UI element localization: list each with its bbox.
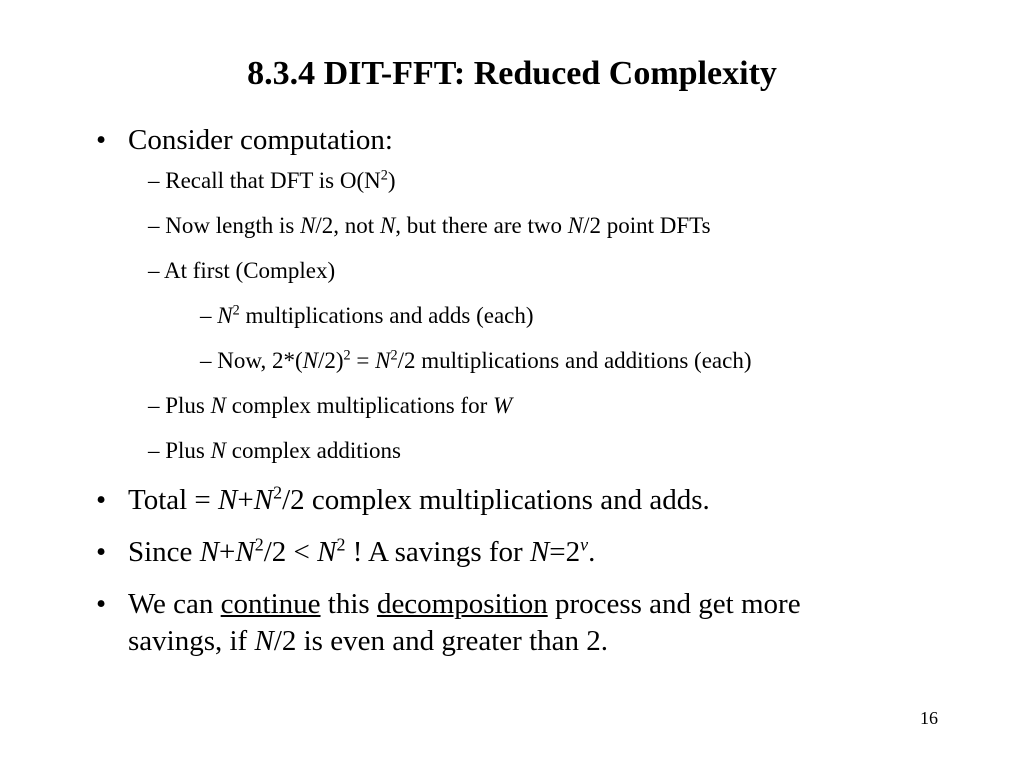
var-v: v xyxy=(580,534,589,555)
text-part: process and get more xyxy=(547,588,801,620)
text-part: – Plus xyxy=(148,393,211,418)
superscript: 2 xyxy=(390,347,398,364)
var-n: N xyxy=(254,625,274,657)
text-part: complex additions xyxy=(225,438,402,463)
subsubbullet-n-squared xyxy=(96,301,956,331)
subbullet-plus-n-add xyxy=(96,436,956,466)
text-part: /2 is even and greater than 2. xyxy=(273,625,608,657)
text-part: – Now length is xyxy=(148,213,301,238)
text-part: savings, if xyxy=(128,625,255,657)
underlined-word: continue xyxy=(220,588,321,620)
text-part: this xyxy=(320,588,377,620)
text-part: Since xyxy=(128,536,200,568)
var-n: N xyxy=(210,438,226,463)
text-part: /2 < xyxy=(263,536,318,568)
subbullet-plus-n-mult xyxy=(96,391,956,421)
var-n: N xyxy=(253,484,274,516)
subbullet-now-length xyxy=(96,211,956,241)
var-n: N xyxy=(218,484,238,516)
superscript: 2 xyxy=(254,534,264,555)
var-w: W xyxy=(493,393,513,418)
superscript: 2 xyxy=(343,347,351,364)
text-part: + xyxy=(219,536,236,568)
bullet-marker: • xyxy=(96,588,107,620)
bullet-list xyxy=(96,118,956,660)
bullet-marker: • xyxy=(96,124,107,156)
bullet-consider-computation xyxy=(96,122,956,159)
slide-title: 8.3.4 DIT-FFT: Reduced Complexity xyxy=(247,55,777,92)
superscript: 2 xyxy=(336,534,346,555)
subbullet-recall-dft xyxy=(96,166,956,196)
text-part: – Plus xyxy=(148,438,211,463)
text-part: . xyxy=(588,536,596,568)
text-part: complex multiplications for xyxy=(225,393,493,418)
text-part: + xyxy=(237,484,254,516)
text-part: – xyxy=(200,303,218,328)
bullet-total xyxy=(96,482,956,519)
var-n: N xyxy=(567,213,584,238)
text-part: /2 point DFTs xyxy=(583,213,711,238)
text-part: = xyxy=(350,348,376,373)
var-n: N xyxy=(375,348,391,373)
bullet-text: Consider computation: xyxy=(128,124,393,156)
text-part: , but there are two xyxy=(395,213,568,238)
superscript: 2 xyxy=(273,482,283,503)
text-part: – Recall that DFT is O(N xyxy=(148,168,381,193)
text-part: – Now, 2*( xyxy=(200,348,303,373)
text-part: /2 complex multiplications and adds. xyxy=(282,484,710,516)
var-n: N xyxy=(210,393,226,418)
text-part: Total = xyxy=(128,484,219,516)
text-part: /2, not xyxy=(315,213,380,238)
var-n: N xyxy=(302,348,318,373)
var-n: N xyxy=(235,536,255,568)
var-n: N xyxy=(300,213,316,238)
text-part: We can xyxy=(128,588,221,620)
var-n: N xyxy=(529,536,550,568)
underlined-word: decomposition xyxy=(376,588,548,620)
page-number: 16 xyxy=(920,708,938,728)
text-part: /2 multiplications and additions (each) xyxy=(397,348,752,373)
subsubbullet-now-2 xyxy=(96,346,956,376)
bullet-continue xyxy=(96,586,956,660)
subbullet-at-first xyxy=(96,256,956,286)
text-part: ) xyxy=(387,168,396,193)
superscript: 2 xyxy=(232,302,240,319)
superscript: 2 xyxy=(380,167,388,184)
var-n: N xyxy=(317,536,337,568)
bullet-since xyxy=(96,534,956,571)
text-part: ! A savings for xyxy=(345,536,530,568)
var-n: N xyxy=(199,536,220,568)
text-part: /2) xyxy=(317,348,344,373)
text-part: =2 xyxy=(549,536,581,568)
bullet-marker: • xyxy=(96,484,107,516)
var-n: N xyxy=(379,213,396,238)
bullet-marker: • xyxy=(96,536,107,568)
text-part: – At first (Complex) xyxy=(148,258,336,283)
text-part: multiplications and adds (each) xyxy=(239,303,534,328)
var-n: N xyxy=(217,303,233,328)
